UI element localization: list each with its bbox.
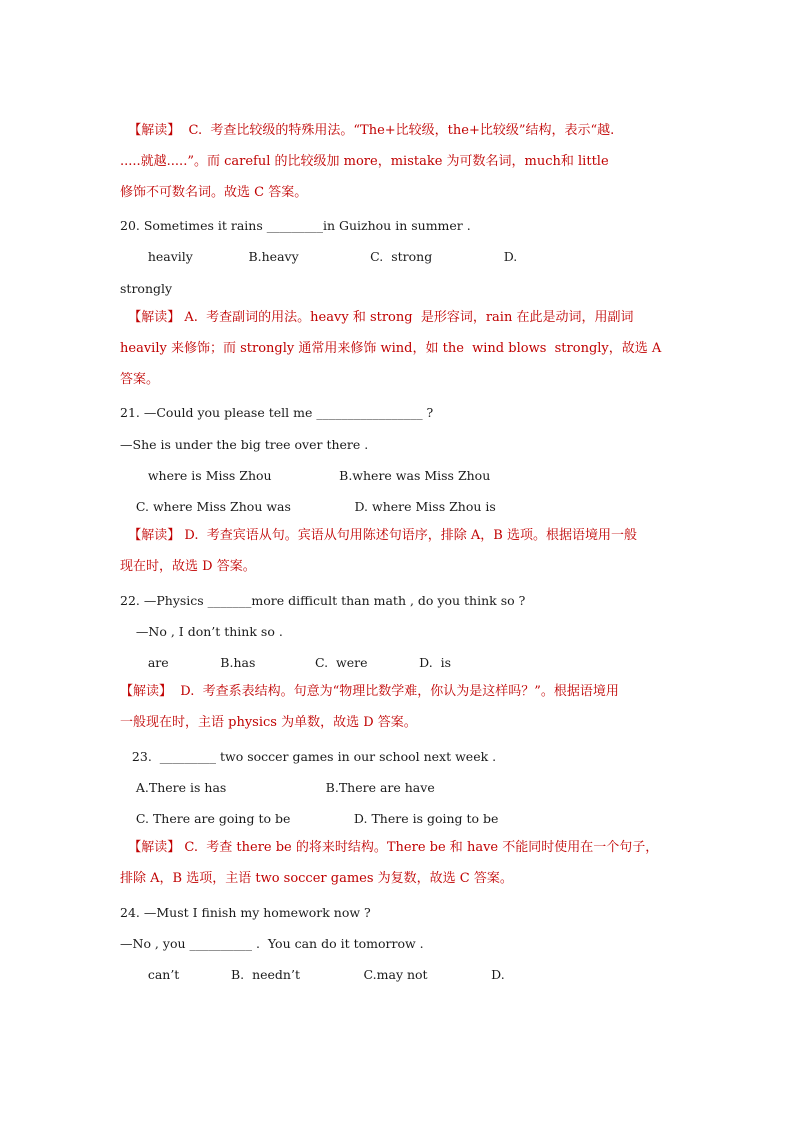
explanation-20-line-2: heavily 来修饰；而 strongly 通常用来修饰 wind，如 the wind blows strongly，故选 A <box>120 341 662 356</box>
question-22-options: are B.has C. were D. is <box>120 655 452 670</box>
explanation-23-line-2: 排除 A，B 选项，主语 two soccer games 为复数，故选 C 答案。 <box>120 871 513 886</box>
explanation-23-line-1: 【解读】 C. 考查 there be 的将来时结构。There be 和 have 不能同时使用在一个句子， <box>120 840 659 855</box>
question-24-stem: 24. —Must I finish my homework now ? <box>120 905 371 920</box>
explanation-20-line-1: 【解读】 A. 考查副词的用法。heavy 和 strong 是形容词，rain 在此是动词，用副词 <box>120 310 634 325</box>
explanation-21-line-2: 现在时，故选 D 答案。 <box>120 559 256 574</box>
question-24-options: can’t B. needn’t C.may not D. <box>120 967 505 982</box>
question-20-options: heavily B.heavy C. strong D. <box>120 249 518 264</box>
question-22-response: —No , I don’t think so . <box>120 624 283 639</box>
explanation-19-line-2: .....就越.....”。而 careful 的比较级加 more，mistake 为可数名词，much和 little <box>120 154 609 169</box>
explanation-19-line-1: 【解读】 C. 考查比较级的特殊用法。“The+比较级，the+比较级”结构，表示“越. <box>120 123 615 138</box>
explanation-21-line-1: 【解读】 D. 考查宾语从句。宾语从句用陈述句语序，排除 A，B 选项。根据语境用一般 <box>120 528 637 543</box>
explanation-22-line-1: 【解读】 D. 考查系表结构。句意为“物理比数学难，你认为是这样吗？”。根据语境用 <box>120 684 619 699</box>
question-22-stem: 22. —Physics _______more difficult than math , do you think so ? <box>120 593 526 608</box>
question-23-options-cd: C. There are going to be D. There is going to be <box>120 811 499 826</box>
question-20-option-d: strongly <box>120 281 173 296</box>
explanation-22-line-2: 一般现在时，主语 physics 为单数，故选 D 答案。 <box>120 715 417 730</box>
question-20-stem: 20. Sometimes it rains _________in Guizhou in summer . <box>120 218 471 233</box>
question-21-options-ab: where is Miss Zhou B.where was Miss Zhou <box>120 468 491 483</box>
explanation-20-line-3: 答案。 <box>120 372 160 387</box>
question-23-stem: 23. _________ two soccer games in our school next week . <box>120 749 497 764</box>
question-24-response: —No , you __________ . You can do it tomorrow . <box>120 936 424 951</box>
question-21-response: —She is under the big tree over there . <box>120 437 369 452</box>
question-21-stem: 21. —Could you please tell me _________________ ? <box>120 405 434 420</box>
question-21-options-cd: C. where Miss Zhou was D. where Miss Zhou is <box>120 499 496 514</box>
question-23-options-ab: A.There is has B.There are have <box>120 780 435 795</box>
explanation-19-line-3: 修饰不可数名词。故选 C 答案。 <box>120 185 308 200</box>
